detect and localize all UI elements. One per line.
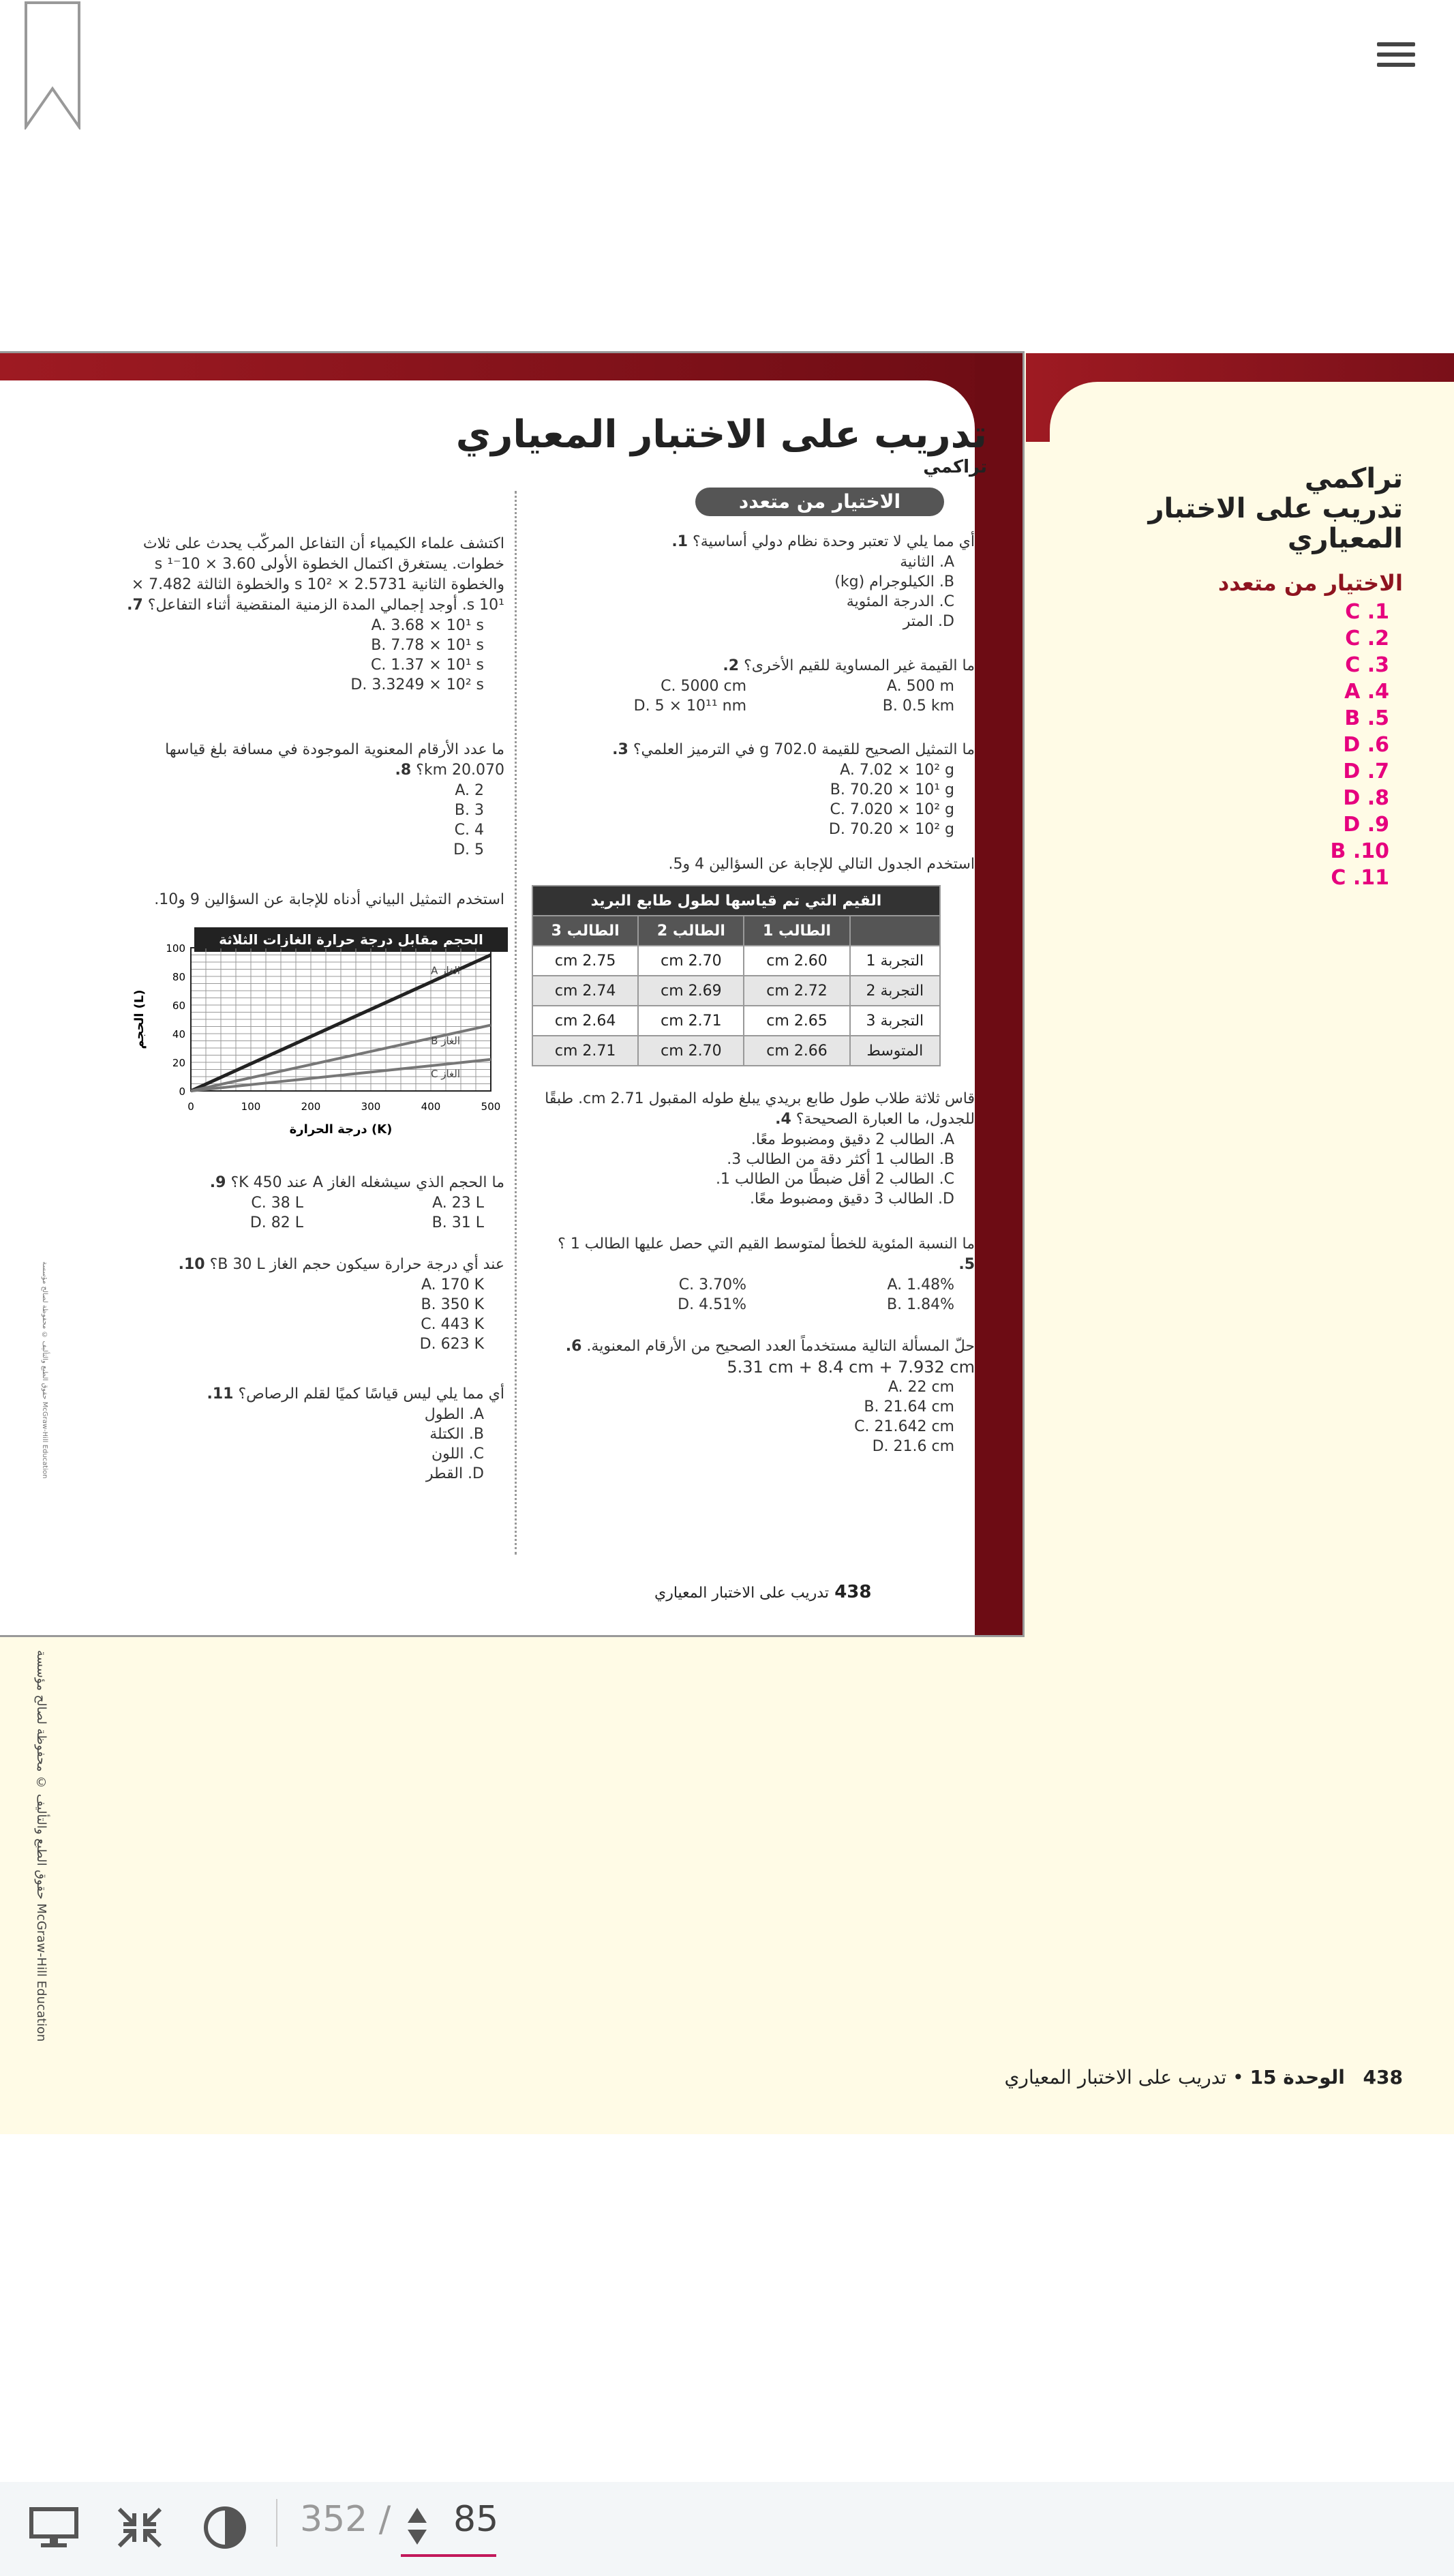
question-3: ما التمثيل الصحيح للقيمة 702.0 g في الترميز العلمي؟ 3. A. 7.02 × 10² g B. 70.20 × 10¹ g C. 7.020 × 10² g D. 70.20 × 10² g bbox=[612, 741, 975, 838]
x-tick-label: 500 bbox=[481, 1100, 501, 1113]
chart-title: الحجم مقابل درجة حرارة الغازات الثلاثة bbox=[194, 927, 508, 952]
answer-item: C .2 bbox=[1345, 627, 1389, 650]
bookmark-icon[interactable] bbox=[23, 0, 82, 130]
table-cell: 2.71 cm bbox=[532, 1036, 638, 1066]
table-caption: القيم التي تم قياسها لطول طابع البريد bbox=[532, 886, 940, 916]
table-cell: التجربة 2 bbox=[850, 976, 940, 1006]
table-cell: 2.60 cm bbox=[744, 946, 849, 976]
answer-item: B .10 bbox=[1330, 839, 1389, 863]
page-title: تدريب على الاختبار المعياري bbox=[455, 413, 987, 457]
answer-item: C .3 bbox=[1345, 653, 1389, 677]
table-cell: 2.75 cm bbox=[532, 946, 638, 976]
sidebar-heading: تراكمي تدريب على الاختبار المعياري bbox=[1148, 463, 1403, 554]
question-4: قاس ثلاثة طلاب طول طابع بريدي يبلغ طوله المقبول 2.71 cm. طبقًا للجدول، ما العبارة الصحيحة؟ 4. A. الطالب 2 دقيق ومضبوط معًا. B. الطالب 1 أكثر دقة من الطالب 3. C. الطالب 2 أقل ضبطًا من الطالب 1. D. الطالب 3 دقيق ومضبوط معًا. bbox=[545, 1090, 975, 1208]
series-label: الغاز B bbox=[431, 1034, 460, 1047]
answer-item: A .4 bbox=[1344, 680, 1389, 704]
y-tick-label: 80 bbox=[172, 971, 185, 983]
y-tick-label: 100 bbox=[166, 942, 185, 955]
answer-item: D .7 bbox=[1343, 760, 1389, 783]
question-1: أي مما يلي لا تعتبر وحدة نظام دولي أساسية؟ 1. A. الثانية B. الكيلوجرام (kg) C. الدرجة المئوية D. المتر bbox=[671, 533, 975, 630]
y-tick-label: 20 bbox=[172, 1057, 185, 1069]
y-axis-label: الحجم (L) bbox=[132, 989, 147, 1049]
table-cell: 2.72 cm bbox=[744, 976, 849, 1006]
column-divider bbox=[515, 491, 517, 1555]
chart-intro: استخدم التمثيل البياني أدناه للإجابة عن السؤالين 9 و10. bbox=[154, 891, 504, 908]
measurement-table bbox=[532, 885, 941, 1066]
volume-temperature-chart bbox=[82, 920, 504, 1166]
table-cell: التجربة 3 bbox=[850, 1006, 940, 1036]
question-11: أي مما يلي ليس قياسًا كميًا لقلم الرصاص؟ 11. A. الطول B. الكتلة C. اللون D. القطر bbox=[207, 1386, 504, 1482]
page-indicator bbox=[300, 2499, 391, 2540]
answer-item: B .5 bbox=[1344, 706, 1389, 730]
question-2: ما القيمة غير المساوية للقيم الأخرى؟ 2. A. 500 m C. 5000 cm B. 0.5 km D. 5 × 10¹¹ nm bbox=[633, 657, 975, 715]
series-label: الغاز C bbox=[430, 1067, 460, 1080]
answer-item: D .6 bbox=[1343, 733, 1389, 757]
x-tick-label: 400 bbox=[421, 1100, 441, 1113]
y-tick-label: 0 bbox=[179, 1085, 185, 1098]
page-footer-label: تدريب على الاختبار المعياري bbox=[654, 1585, 829, 1602]
x-tick-label: 200 bbox=[301, 1100, 321, 1113]
table-header: الطالب 2 bbox=[638, 916, 744, 946]
table-cell: 2.64 cm bbox=[532, 1006, 638, 1036]
table-intro: استخدم الجدول التالي للإجابة عن السؤالين 4 و5. bbox=[668, 856, 975, 873]
table-cell: 2.65 cm bbox=[744, 1006, 849, 1036]
contrast-icon[interactable] bbox=[198, 2504, 252, 2551]
presentation-icon[interactable] bbox=[27, 2504, 82, 2551]
table-header bbox=[850, 916, 940, 946]
sidebar-section-label: الاختيار من متعدد bbox=[1217, 570, 1403, 596]
question-6: حلّ المسألة التالية مستخدماً العدد الصحيح من الأرقام المعنوية. 6. 5.31 cm + 8.4 cm + 7.932 cm A. 22 cm B. 21.64 cm C. 21.642 cm D. 21.6 cm bbox=[539, 1336, 975, 1456]
page-footer bbox=[654, 1582, 872, 1602]
answer-item: D .9 bbox=[1343, 813, 1389, 837]
table-cell: 2.70 cm bbox=[638, 946, 744, 976]
table-cell: المتوسط bbox=[850, 1036, 940, 1066]
page-subtitle: تراكمي bbox=[923, 457, 987, 477]
question-8: ما عدد الأرقام المعنوية الموجودة في مسافة بلغ قياسها 20.070 km؟ 8. A. 2 B. 3 C. 4 D. 5 bbox=[165, 741, 504, 858]
answer-item: C .1 bbox=[1345, 600, 1389, 624]
x-tick-label: 0 bbox=[187, 1100, 194, 1113]
table-cell: 2.71 cm bbox=[638, 1006, 744, 1036]
page-side-band bbox=[975, 353, 1023, 1635]
y-tick-label: 40 bbox=[172, 1028, 185, 1040]
table-row bbox=[532, 976, 940, 1006]
page-credit: حقوق الطبع والتأليف © محفوظة لصالح مؤسسة McGraw-Hill Education bbox=[41, 1261, 48, 1479]
y-tick-label: 60 bbox=[172, 1000, 185, 1012]
current-page: 352 bbox=[300, 2499, 368, 2540]
table-row bbox=[532, 1036, 940, 1066]
page-number: 438 bbox=[834, 1582, 872, 1602]
sidebar-credit: حقوق الطبع والتأليف © محفوظة لصالح مؤسسة McGraw-Hill Education bbox=[34, 1650, 48, 2042]
question-10: عند أي درجة حرارة سيكون حجم الغاز B 30 L؟ 10. A. 170 K B. 350 K C. 443 K D. 623 K bbox=[178, 1256, 504, 1353]
table-cell: 2.69 cm bbox=[638, 976, 744, 1006]
table-cell: 2.70 cm bbox=[638, 1036, 744, 1066]
page-separator: / bbox=[378, 2499, 391, 2540]
question-7: اكتشف علماء الكيمياء أن التفاعل المركّب يحدث على ثلاث خطوات. يستغرق اكتمال الخطوة الأولى 3.60 × 10⁻¹ s والخطوة الثانية 2.5731 × 10² s والخطوة الثالثة 7.482 × 10¹ s. أوجد إجمالي المدة الزمنية المنقضية أثناء التفاعل؟ 7. A. 3.68 × 10¹ s B. 7.78 × 10¹ s C. 1.37 × 10¹ s D. 3.3249 × 10² s bbox=[127, 535, 504, 693]
x-axis-label: درجة الحرارة (K) bbox=[289, 1122, 393, 1137]
table-header: الطالب 3 bbox=[532, 916, 638, 946]
answer-item: D .8 bbox=[1343, 786, 1389, 810]
page-number-input[interactable]: 85 bbox=[453, 2499, 499, 2540]
question-5: ما النسبة المئوية للخطأ لمتوسط القيم التي حصل عليها الطالب 1 ؟ 5. A. 1.48% C. 3.70% B. 1.84% D. 4.51% bbox=[558, 1235, 975, 1313]
sidebar-footer: 438 الوحدة 15 • تدريب على الاختبار المعياري bbox=[1004, 2066, 1403, 2088]
section-banner: الاختيار من متعدد bbox=[695, 488, 944, 516]
question-9: ما الحجم الذي سيشغله الغاز A عند 450 K؟ 9. A. 23 L C. 38 L B. 31 L D. 82 L bbox=[209, 1174, 504, 1231]
sidebar-header-curve bbox=[1050, 382, 1454, 443]
hamburger-menu-icon[interactable] bbox=[1377, 42, 1415, 72]
table-cell: 2.66 cm bbox=[744, 1036, 849, 1066]
answer-item: C .11 bbox=[1331, 866, 1389, 890]
q6-expression: 5.31 cm + 8.4 cm + 7.932 cm bbox=[727, 1358, 975, 1377]
page-stepper-icon[interactable] bbox=[404, 2502, 431, 2550]
table-row bbox=[532, 1006, 940, 1036]
toolbar-separator bbox=[276, 2499, 277, 2547]
table-cell: 2.74 cm bbox=[532, 976, 638, 1006]
table-cell: التجربة 1 bbox=[850, 946, 940, 976]
collapse-arrows-icon[interactable] bbox=[112, 2504, 167, 2551]
table-header: الطالب 1 bbox=[744, 916, 849, 946]
table-row bbox=[532, 946, 940, 976]
series-label: الغاز A bbox=[431, 964, 460, 977]
x-tick-label: 100 bbox=[241, 1100, 261, 1113]
page-input-underline bbox=[401, 2554, 496, 2557]
answer-list bbox=[1331, 599, 1389, 891]
x-tick-label: 300 bbox=[361, 1100, 381, 1113]
